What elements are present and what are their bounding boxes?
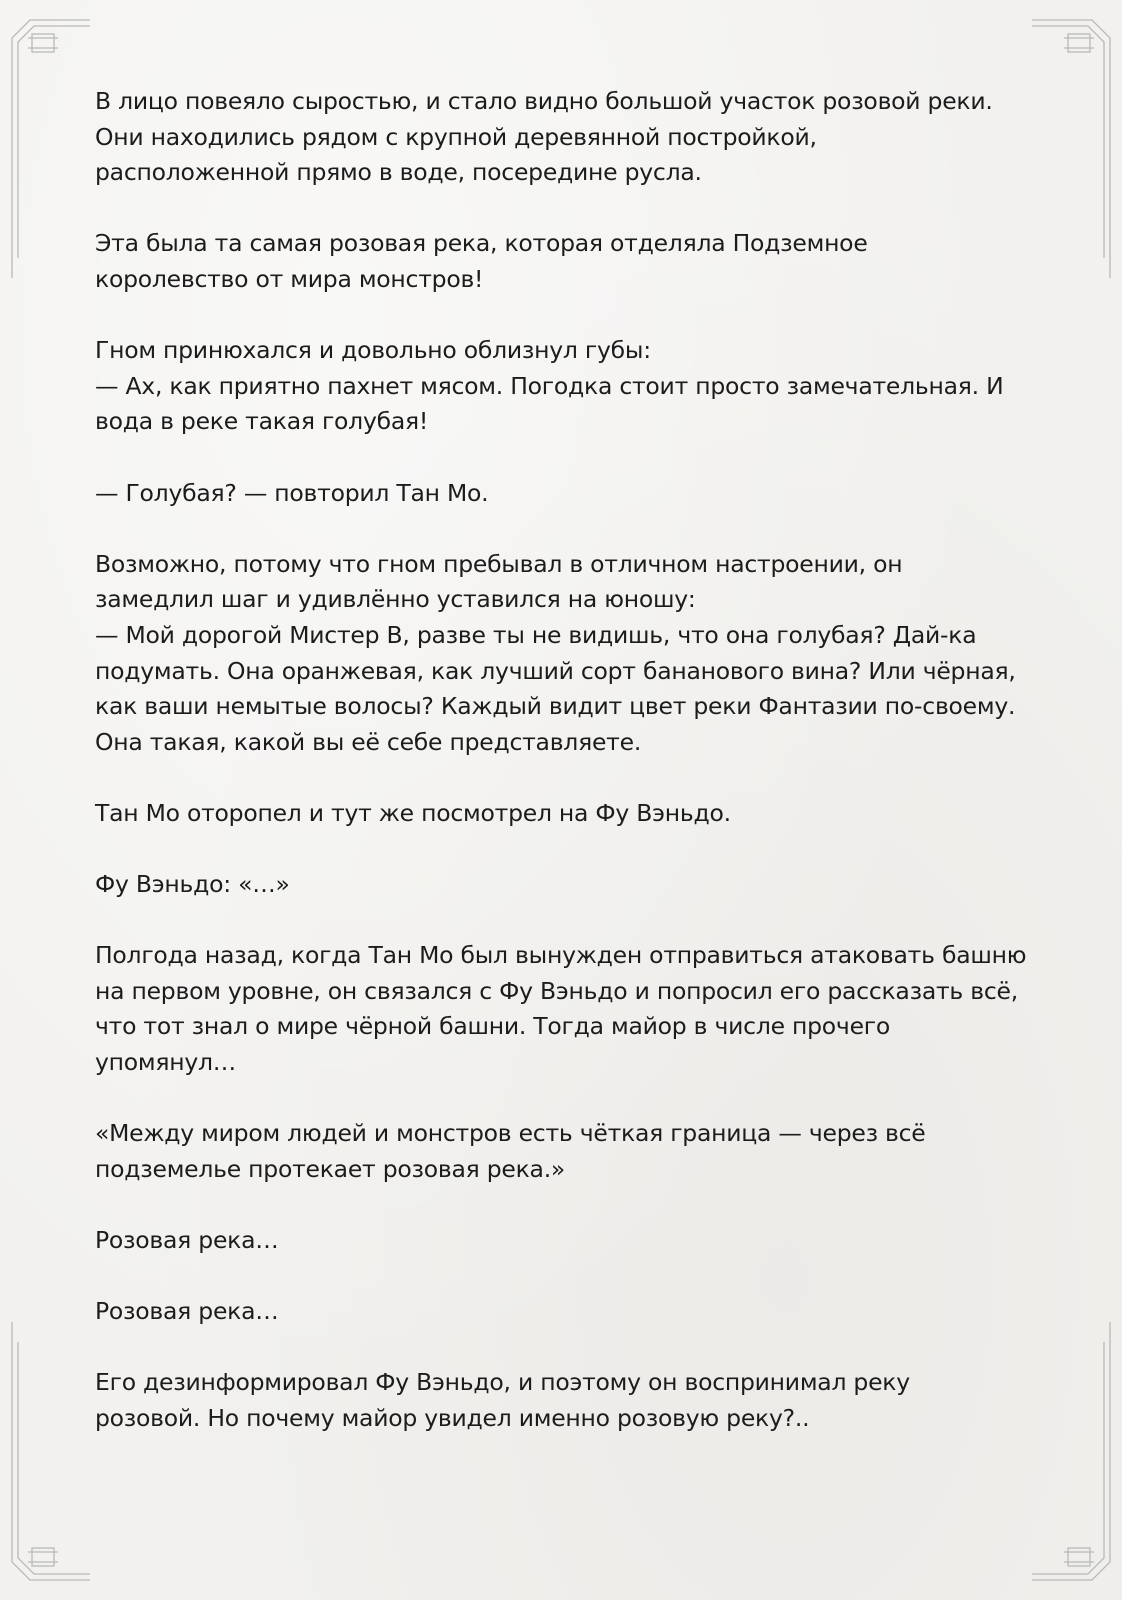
text-line: упомянул…: [95, 1048, 237, 1077]
text-line: замедлил шаг и удивлённо уставился на юношу:: [95, 585, 696, 614]
text-line: Гном принюхался и довольно облизнул губы:: [95, 336, 651, 365]
text-line: — Мой дорогой Мистер В, разве ты не видишь, что она голубая? Дай-ка: [95, 620, 977, 649]
text-line: королевство от мира монстров!: [95, 264, 484, 293]
text-line: как ваши немытые волосы? Каждый видит цвет реки Фантазии по-своему.: [95, 692, 1016, 721]
paragraph: [95, 547, 1045, 761]
text-line: вода в реке такая голубая!: [95, 407, 429, 436]
text-line: Его дезинформировал Фу Вэньдо, и поэтому он воспринимал реку: [95, 1368, 910, 1397]
text-line: Полгода назад, когда Тан Мо был вынужден отправиться атаковать башню: [95, 941, 1027, 970]
text-line: Фу Вэньдо: «…»: [95, 870, 290, 899]
text-line: что тот знал о мире чёрной башни. Тогда майор в числе прочего: [95, 1012, 890, 1041]
text-line: Возможно, потому что гном пребывал в отличном настроении, он: [95, 549, 903, 578]
paragraph: [95, 938, 1045, 1080]
text-line: Эта была та самая розовая река, которая отделяла Подземное: [95, 229, 868, 258]
text-line: — Голубая? — повторил Тан Мо.: [95, 478, 489, 507]
paragraph: [95, 1223, 1045, 1259]
document-body: [95, 84, 1045, 1472]
text-line: «Между миром людей и монстров есть чёткая граница — через всё: [95, 1119, 926, 1148]
text-line: Розовая река…: [95, 1226, 279, 1254]
text-line: расположенной прямо в воде, посередине русла.: [95, 158, 702, 187]
ornament-corner-bottom-left: [10, 1312, 100, 1592]
text-line: Она такая, какой вы её себе представляете.: [95, 727, 642, 756]
text-line: В лицо повеяло сыростью, и стало видно большой участок розовой реки.: [95, 87, 993, 115]
text-line: розовой. Но почему майор увидел именно розовую реку?..: [95, 1403, 810, 1432]
paragraph: [95, 333, 1045, 440]
text-line: Розовая река…: [95, 1297, 279, 1326]
paragraph: [95, 867, 1045, 903]
text-line: Тан Мо оторопел и тут же посмотрел на Фу Вэньдо.: [95, 798, 731, 827]
paragraph: [95, 226, 1045, 297]
ornament-corner-top-left: [10, 8, 100, 288]
paragraph: [95, 1116, 1045, 1187]
paragraph: [95, 796, 1045, 832]
paragraph: [95, 1365, 1045, 1436]
paragraph: [95, 476, 1045, 512]
text-line: на первом уровне, он связался с Фу Вэньдо и попросил его рассказать всё,: [95, 976, 1018, 1005]
paragraph: [95, 84, 1045, 191]
text-line: Они находились рядом с крупной деревянной постройкой,: [95, 122, 817, 151]
paragraph: [95, 1294, 1045, 1330]
text-line: подумать. Она оранжевая, как лучший сорт бананового вина? Или чёрная,: [95, 656, 1016, 685]
text-line: — Ах, как приятно пахнет мясом. Погодка стоит просто замечательная. И: [95, 371, 1004, 400]
text-line: подземелье протекает розовая река.»: [95, 1154, 566, 1183]
